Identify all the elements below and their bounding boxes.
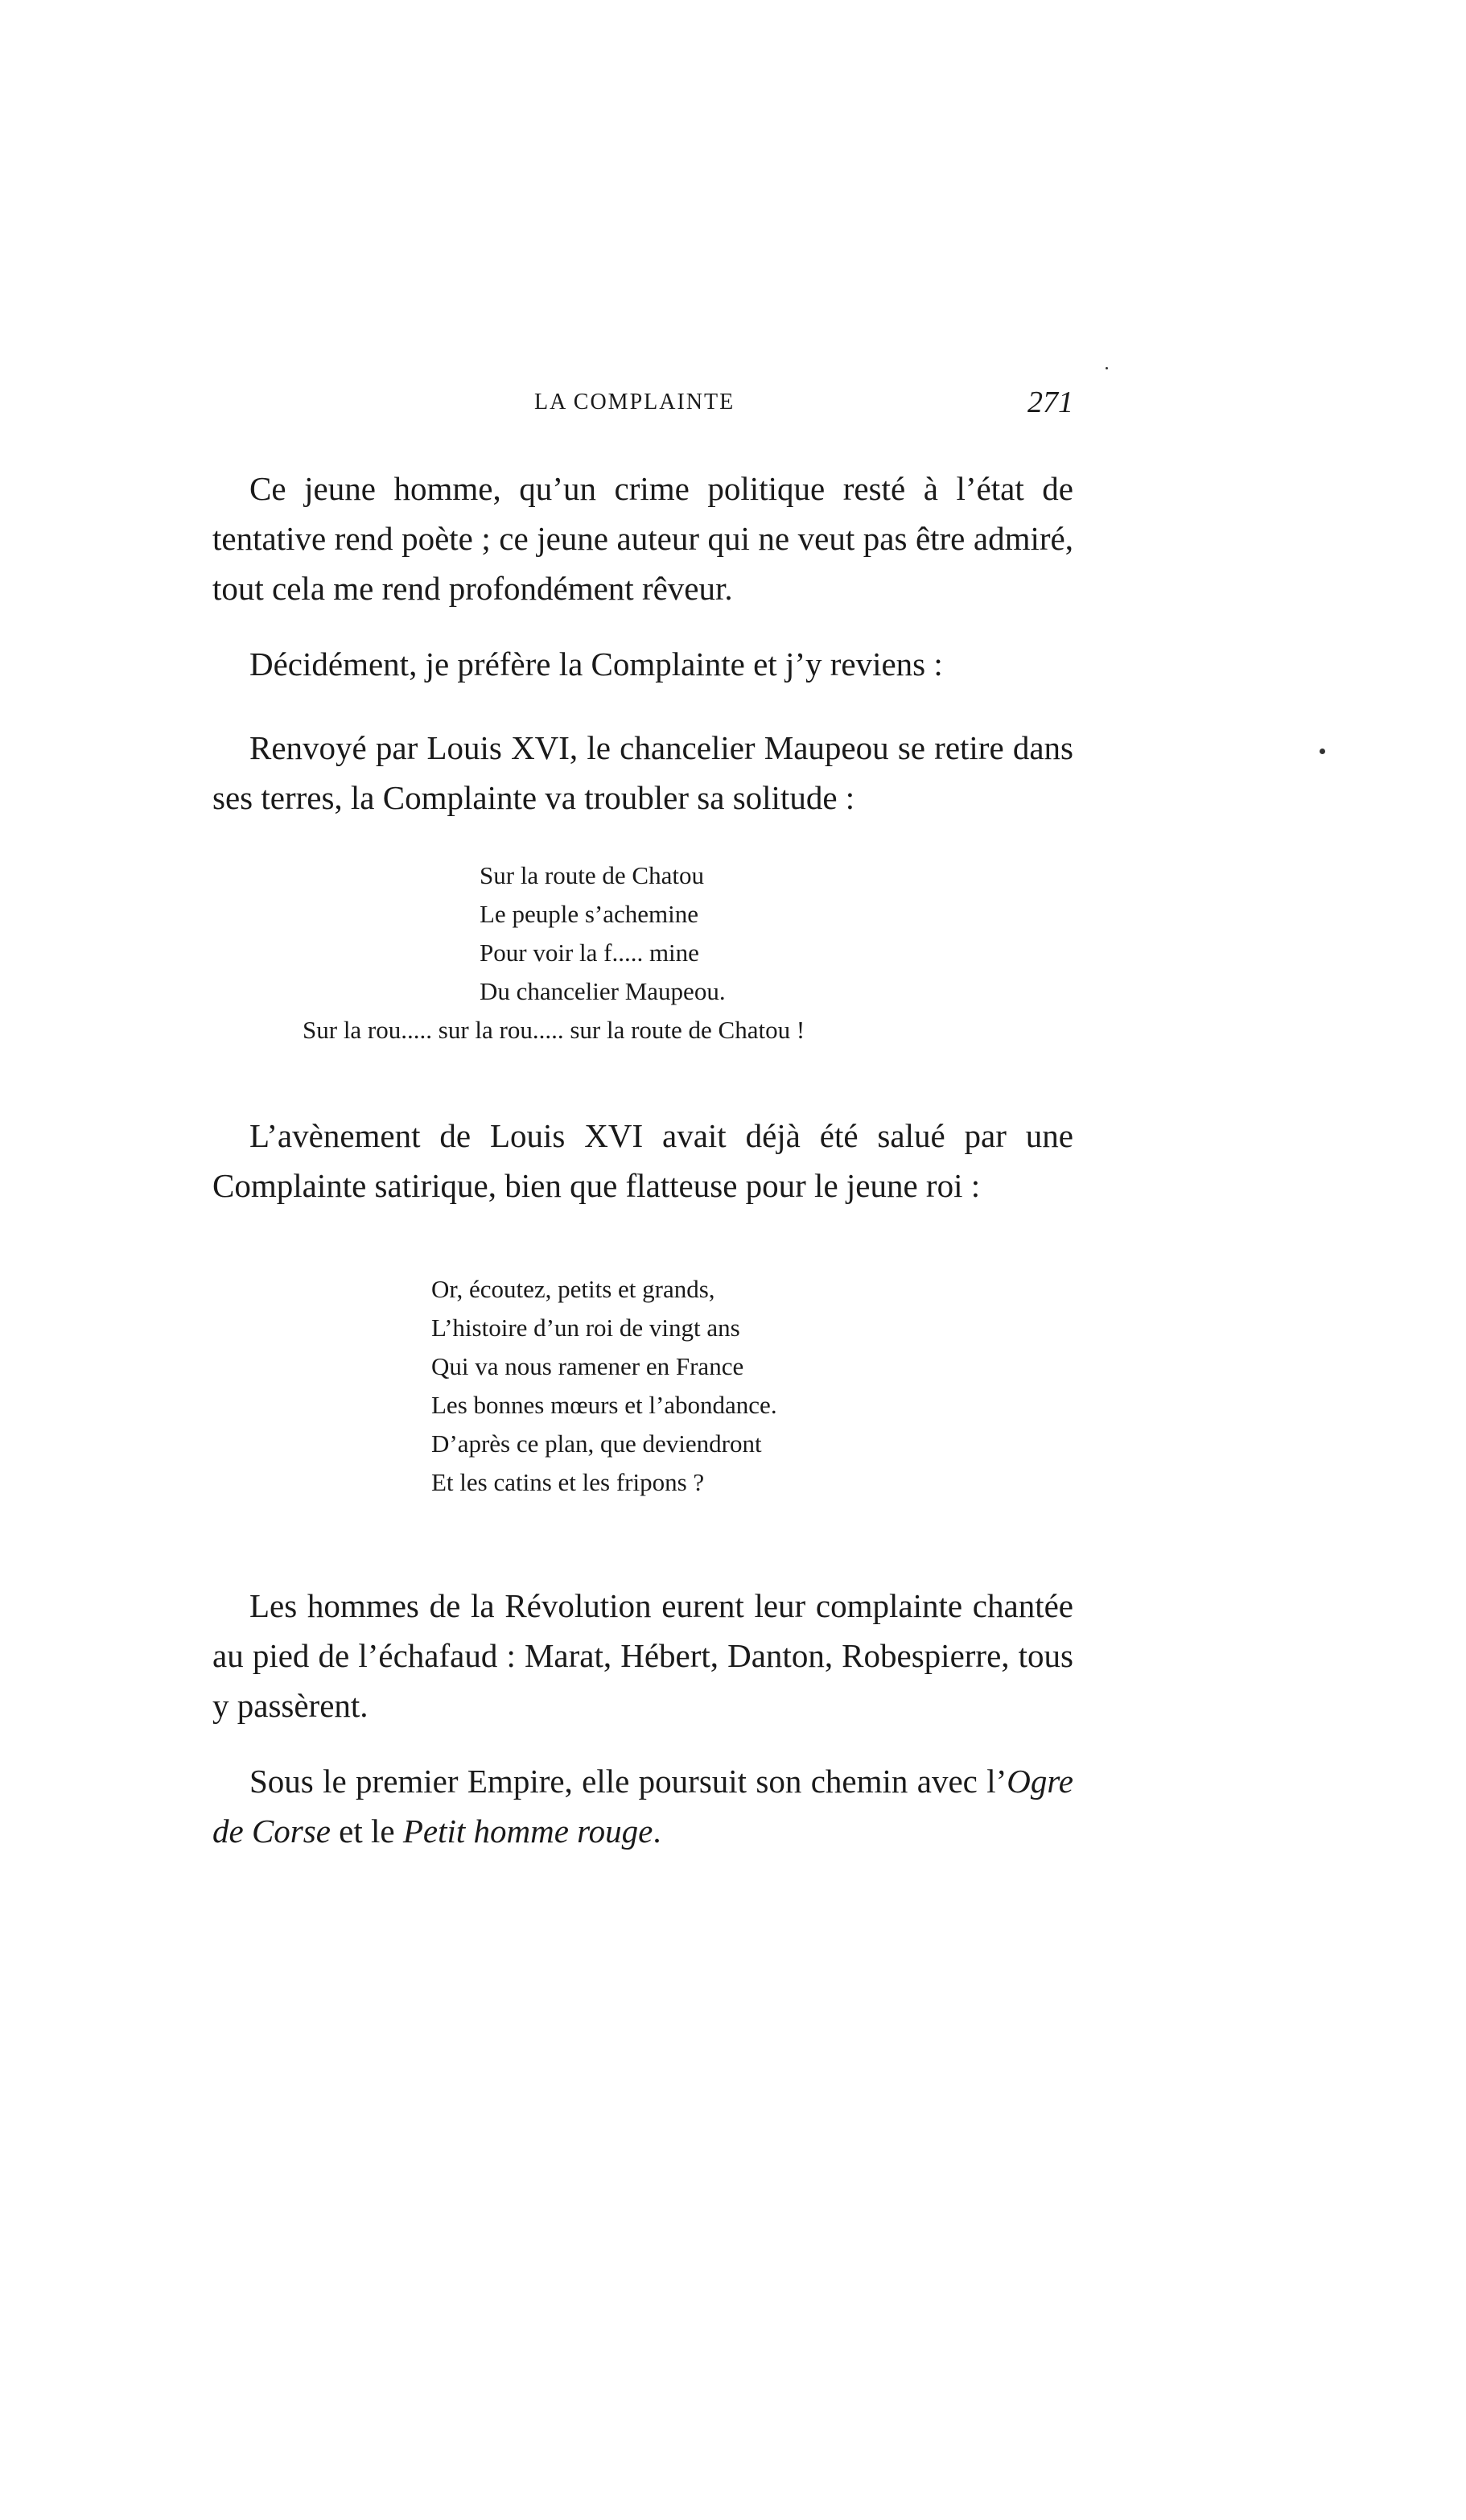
ink-speck [1320, 749, 1325, 754]
paragraph-1-text: Ce jeune homme, qu’un crime politique resté à l’état de tentative rend poète ; ce jeune auteur qui ne veut pas être admiré, tout cela me rend profondément rêveur. [212, 470, 1073, 607]
page-number: 271 [1027, 386, 1073, 419]
paragraph-5 [212, 1581, 1073, 1730]
verse-line: Or, écoutez, petits et grands, [431, 1275, 715, 1303]
paragraph-4 [212, 1111, 1073, 1211]
paragraph-2-text: Décidément, je préfère la Complainte et j’y reviens : [249, 645, 943, 683]
verse-roi [431, 1270, 777, 1502]
verse-line: Sur la route de Chatou [480, 861, 704, 889]
verse-line: D’après ce plan, que deviendront [431, 1429, 762, 1458]
verse-line: Du chancelier Maupeou. [480, 977, 726, 1005]
verse-line: Le peuple s’achemine [480, 900, 698, 928]
verse-line: Les bonnes mœurs et l’abondance. [431, 1391, 777, 1419]
running-title: LA COMPLAINTE [534, 390, 735, 415]
paragraph-6-mid: et le [330, 1813, 403, 1850]
title-ogre-de-corse: Ogre de Corse [212, 1763, 1073, 1850]
verse-line: Et les catins et les fripons ? [431, 1468, 705, 1496]
paragraph-6-end: . [653, 1813, 661, 1850]
paragraph-3 [212, 723, 1073, 823]
verse-line: Pour voir la f..... mine [480, 938, 699, 967]
paragraph-1 [212, 464, 1073, 613]
paragraph-5-text: Les hommes de la Révolution eurent leur complainte chantée au pied de l’échafaud : Marat, Hébert, Danton, Robespierre, tous y passèrent. [212, 1587, 1073, 1724]
paragraph-4-text: L’avènement de Louis XVI avait déjà été salué par une Complainte satirique, bien que flatteuse pour le jeune roi : [212, 1117, 1073, 1204]
page-header [212, 386, 1073, 430]
paragraph-6 [212, 1756, 1073, 1856]
title-petit-homme-rouge: Petit homme rouge [402, 1813, 653, 1850]
paragraph-3-text: Renvoyé par Louis XVI, le chancelier Maupeou se retire dans ses terres, la Complainte va troubler sa solitude : [212, 729, 1073, 816]
verse-line: L’histoire d’un roi de vingt ans [431, 1314, 740, 1342]
verse-chatou [303, 856, 805, 1050]
ink-speck [1106, 367, 1108, 369]
paragraph-2 [212, 639, 1073, 689]
verse-line: Qui va nous ramener en France [431, 1352, 744, 1380]
paragraph-6-start: Sous le premier Empire, elle poursuit son chemin avec l’ [249, 1763, 1007, 1800]
verse-refrain: Sur la rou..... sur la rou..... sur la route de Chatou ! [303, 1016, 805, 1044]
